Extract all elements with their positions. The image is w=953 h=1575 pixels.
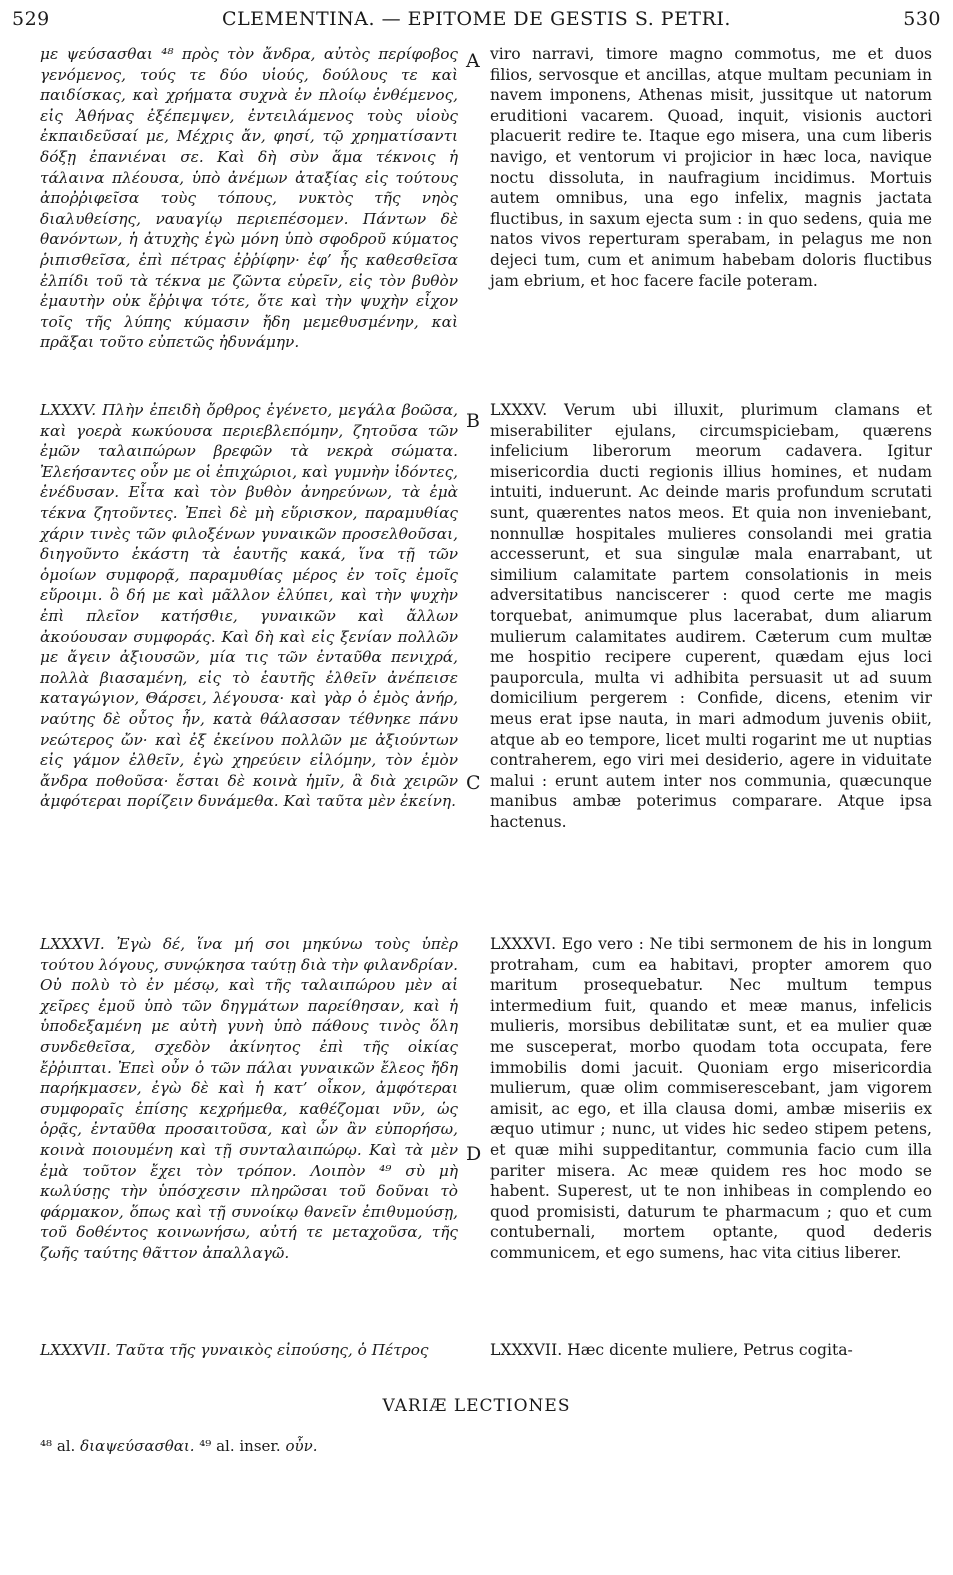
variae-lectiones-heading: VARIÆ LECTIONES — [382, 1396, 571, 1416]
section-marker-a: A — [466, 50, 480, 72]
running-title: CLEMENTINA. — EPITOME DE GESTIS S. PETRI. — [222, 8, 731, 30]
latin-paragraph-85: LXXXV. Verum ubi illuxit, plurimum clamans et miserabiliter ejulans, circumspiciebam, quærens infelicium liberorum meorum cadavera. Igitur misericordia ducti regionis illius homines, et nudam intuiti, induerunt. Ac deinde maris profundum scrutati sunt, quærentes natos meos. Et quia non inveniebant, nonnullæ hospitales mulieres consolandi mei gratia accesserunt, et sua singulæ mala enarrabant, ut similium calamitate partem consolationis in meis adversitatibus nanciscerer : quod certe me magis torquebat, animumque plus lacerabat, dum aliarum mulierum calamitates audirem. Cæterum cum multæ me hospitio recipere cuperent, quædam ejus loci pauporcula, multa vi adhibita persuasit ut ad suum domicilium pergerem : Confide, dicens, etenim vir meus erat ipse nauta, in mari admodum juvenis obiit, atque ab eo tempore, licet multi rogarint me ut nuptias contraherem, ego viri mei desiderio, agere in viduitate malui : erunt autem inter nos communia, quæcunque manibus ambæ poterimus comparare. Atque ipsa hactenus. — [490, 401, 932, 831]
note-48-label: al. — [56, 1437, 76, 1455]
section-marker-b: B — [466, 410, 480, 432]
page-header — [12, 8, 941, 38]
greek-paragraph-87: LXXXVII. Ταῦτα τῆς γυναικὸς εἰπούσης, ὁ Πέτρος — [40, 1341, 429, 1359]
section-marker-c: C — [466, 772, 481, 794]
note-49-text: οὖν. — [285, 1437, 318, 1455]
latin-paragraph-86: LXXXVI. Ego vero : Ne tibi sermonem de his in longum protraham, cum ea habitavi, propter amorem quo maritum prosequebatur. Nec multum tempus intermedium fuit, quando et meæ manus, infelicis mulieris, morsibus debilitatæ sunt, et ea mulier quæ me susceperat, morbo quodam tota occupata, fere immobilis domi jacuit. Quoniam ergo misericordia mulierum, quæ olim commiserescebant, jam vigorem amisit, ac ego, et illa clausa domi, ambæ miseriis ex æquo utimur ; nunc, ut vides hic sedeo stipem petens, et quæ mihi suppeditantur, communia facio cum illa pariter misera. Ac meæ quidem res hoc modo se habent. Superest, ut te non inhibeas in complendo eo quod promisisti, daturum te pharmacum ; quo et cum contubernali, mortem optante, quod dederis communicem, et ego sumens, hac vita citius liberer. — [490, 935, 932, 1262]
section-marker-d: D — [466, 1143, 482, 1165]
page-number-left: 529 — [12, 8, 50, 30]
variant-readings — [40, 1437, 318, 1455]
latin-paragraph-84: viro narravi, timore magno commotus, me et duos filios, servosque et ancillas, atque multam pecuniam in navem imponens, Athenas misit, jussitque ut natorum eruditioni vacarem. Quoad, inquit, visionis auctori placuerit redire te. Itaque ego misera, una cum liberis navigo, et ventorum vi projicior in hæc loca, navique noctu dissoluta, in naufragium incidimus. Mortuis autem omnibus, una ego infelix, magnis jactata fluctibus, in saxum ejecta sum : in quo sedens, quia me natos vivos reperturam sperabam, in pelagus me non dejeci tum, cum et animum habebam doloris fluctibus jam ebrium, et hoc facere facile poteram. — [490, 45, 932, 290]
note-49-number: ⁴⁹ — [199, 1437, 212, 1455]
note-48-text: διαψεύσασθαι. — [80, 1437, 195, 1455]
greek-paragraph-84: με ψεύσασθαι ⁴⁸ πρὸς τὸν ἄνδρα, αὐτὸς περίφοβος γενόμενος, τούς τε δύο υἱούς, δούλους τε καὶ παιδίσκας, καὶ χρήματα συχνὰ ἐν πλοίῳ ἐνθέμενος, εἰς Ἀθήνας ἐξέπεμψεν, ἐντειλάμενος τοὺς υἱοὺς ἐκπαιδεῦσαί με, Μέχρις ἄν, φησί, τῷ χρηματίσαντι δόξῃ ἐπανιέναι σε. Καὶ δὴ σὺν ἅμα τέκνοις ἡ τάλαινα πλέουσα, ὑπὸ ἀνέμων ἀταξίας εἰς τούτους ἀποῤῥιφεῖσα τοὺς τόπους, νυκτὸς τῆς νηὸς διαλυθείσης, ναυαγίῳ περιεπέσομεν. Πάντων δὲ θανόντων, ἡ ἀτυχὴς ἐγὼ μόνη ὑπὸ σφοδροῦ κύματος ῥιπισθεῖσα, ἐπὶ πέτρας ἐῤῥίφην· ἐφ’ ἧς καθεσθεῖσα ἐλπίδι τοῦ τὰ τέκνα με ζῶντα εὑρεῖν, εἰς τὸν βυθὸν ἐμαυτὴν οὐκ ἔῤῥιψα τότε, ὅτε καὶ τὴν ψυχὴν εἶχον τοῖς τῆς λύπης κύμασιν ἤδη μεμεθυσμένην, καὶ πρᾶξαι τοῦτο εὐπετῶς ἠδυνάμην. — [40, 45, 458, 352]
latin-paragraph-87: LXXXVII. Hæc dicente muliere, Petrus cogita- — [490, 1341, 853, 1359]
note-49-label: al. inser. — [216, 1437, 281, 1455]
page-number-right: 530 — [903, 8, 941, 30]
greek-paragraph-86: LXXXVI. Ἐγὼ δέ, ἵνα μή σοι μηκύνω τοὺς ὑπὲρ τούτου λόγους, συνῴκησα ταύτῃ διὰ τὴν φιλανδρίαν. Οὐ πολὺ τὸ ἐν μέσῳ, καὶ τῆς ταλαιπώρου μὲν αἱ χεῖρες ἐμοῦ ὑπὸ τῶν δηγμάτων παρείθησαν, καὶ ἡ ὑποδεξαμένη με αὐτὴ γυνὴ ὑπὸ πάθους τινὸς ὅλη συνδεθεῖσα, σχεδὸν ἀκίνητος ἐπὶ τῆς οἰκίας ἔῤῥιπται. Ἐπεὶ οὖν ὁ τῶν πάλαι γυναικῶν ἔλεος ἤδη παρήκμασεν, ἐγὼ δὲ καὶ ἡ κατ’ οἶκον, ἀμφότεραι συμφοραῖς ἐπίσης κεχρήμεθα, καθέζομαι νῦν, ὡς ὁρᾷς, ἐνταῦθα προσαιτοῦσα, καὶ ὧν ἂν εὐπορήσω, κοινὰ ποιουμένη καὶ τῇ συνταλαιπώρῳ. Καὶ τὰ μὲν ἐμὰ τοῦτον ἔχει τὸν τρόπον. Λοιπὸν ⁴⁹ σὺ μὴ κωλύσῃς τὴν ὑπόσχεσιν πληρῶσαι τοῦ δοῦναι τὸ φάρμακον, ὅπως καὶ τῇ συνοίκῳ θανεῖν ἐπιθυμούσῃ, τοῦ δοθέντος κοινωνήσω, αὐτή τε μεταχοῦσα, τῆς ζωῆς ταύτης θᾶττον ἀπαλλαγῶ. — [40, 935, 458, 1262]
greek-paragraph-85: LXXXV. Πλὴν ἐπειδὴ ὄρθρος ἐγένετο, μεγάλα βοῶσα, καὶ γοερὰ κωκύουσα περιεβλεπόμην, ζητοῦσα τῶν ἐμῶν ταλαιπώρων βρεφῶν τὰ νεκρὰ σώματα. Ἐλεήσαντες οὖν με οἱ ἐπιχώριοι, καὶ γυμνὴν ἰδόντες, ἐνέδυσαν. Εἶτα καὶ τὸν βυθὸν ἀνηρεύνων, τὰ ἐμὰ τέκνα ζητοῦντες. Ἐπεὶ δὲ μὴ εὕρισκον, παραμυθίας χάριν τινὲς τῶν φιλοξένων γυναικῶν προσελθοῦσαι, διηγοῦντο ἑκάστη τὰ ἑαυτῆς κακά, ἵνα τῇ τῶν ὁμοίων συμφορᾷ, παραμυθίας μέρος ἐν τοῖς ἐμοῖς εὕροιμι. ὃ δή με καὶ μᾶλλον ἐλύπει, καὶ τὴν ψυχὴν ἐπὶ πλεῖον κατήσθιε, γυναικῶν καὶ ἄλλων ἀκούουσαν συμφοράς. Καὶ δὴ καὶ εἰς ξενίαν πολλῶν με ἄγειν ἀξιουσῶν, μία τις τῶν ἐνταῦθα πενιχρά, πολλὰ βιασαμένη, εἰς τὸ ἑαυτῆς ἐλθεῖν ἀνέπεισε καταγώγιον, Θάρσει, λέγουσα· καὶ γὰρ ὁ ἐμὸς ἀνήρ, ναύτης δὲ οὗτος ἦν, κατὰ θάλασσαν τέθνηκε πάνυ νεώτερος ὤν· καὶ ἐξ ἐκείνου πολλῶν με ἀξιούντων εἰς γάμον ἐλθεῖν, ἐγὼ χηρεύειν εἱλόμην, τὸν ἐμὸν ἄνδρα ποθοῦσα· ἔσται δὲ κοινὰ ἡμῖν, ἃ διὰ χειρῶν ἀμφότεραι πορίζειν δυνάμεθα. Καὶ ταῦτα μὲν ἐκείνη. — [40, 401, 459, 811]
note-48-number: ⁴⁸ — [40, 1437, 53, 1455]
